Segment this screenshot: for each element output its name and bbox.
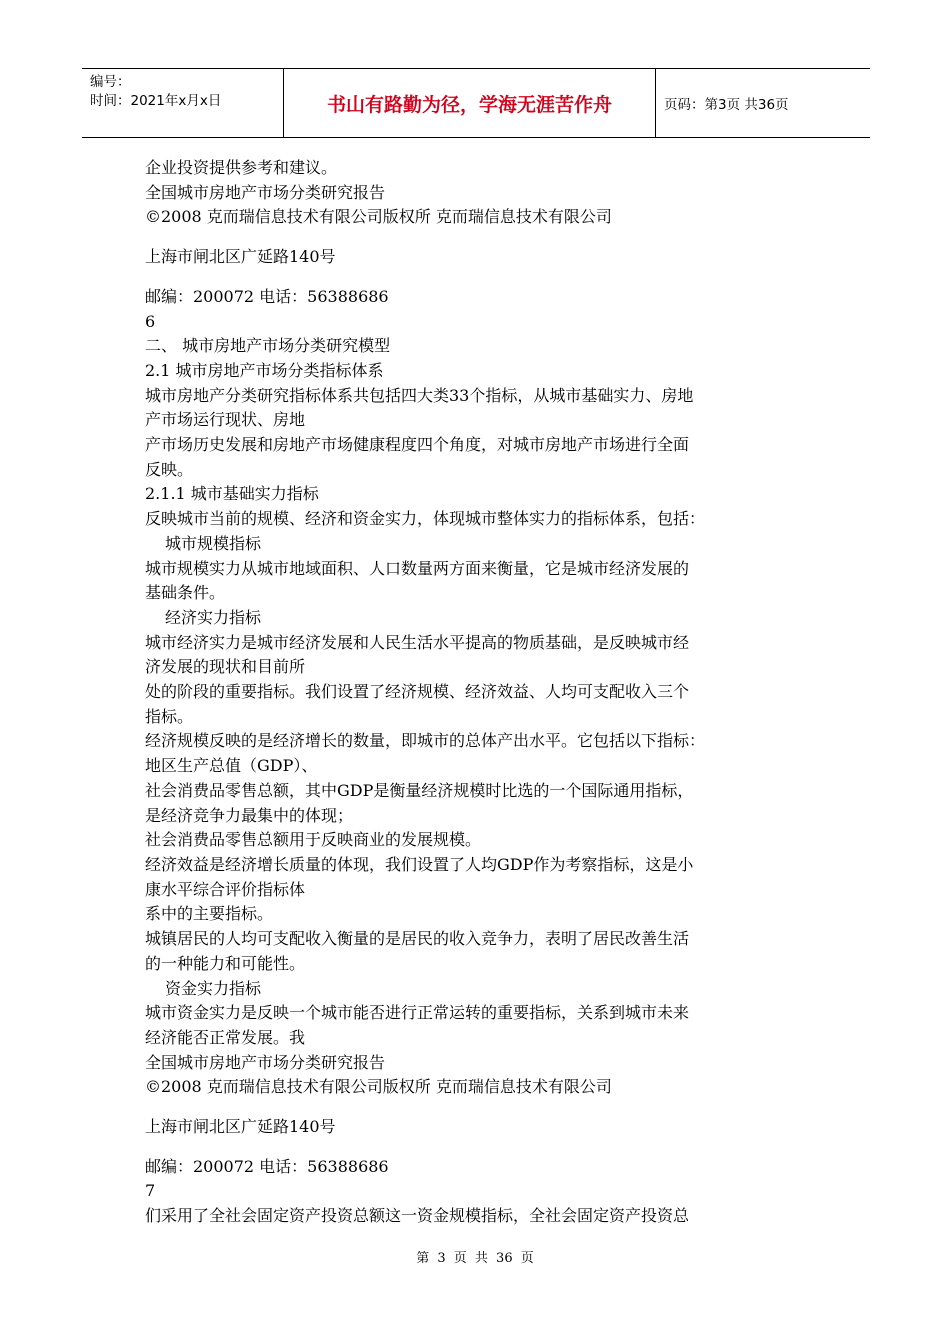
- text-line: 全国城市房地产市场分类研究报告: [145, 1052, 386, 1072]
- text-line: 是经济竞争力最集中的体现；: [145, 805, 354, 825]
- text-line: 反映。: [145, 459, 194, 479]
- text-line: 产市场历史发展和房地产市场健康程度四个角度，对城市房地产市场进行全面: [145, 435, 690, 455]
- text-line: 城市规模实力从城市地域面积、人口数量两方面来衡量，它是城市经济发展的: [145, 558, 690, 578]
- text-line: 城镇居民的人均可支配收入衡量的是居民的收入竞争力，表明了居民改善生活: [145, 929, 690, 949]
- text-line: 济发展的现状和目前所: [145, 657, 306, 677]
- text-line: 城市规模指标: [165, 533, 262, 553]
- paragraph-gap: [145, 1140, 815, 1155]
- page-header: [82, 68, 870, 138]
- header-meta: [82, 69, 283, 137]
- paragraph-gap: [145, 1100, 815, 1115]
- text-line: 邮编：200072 电话：56388686: [145, 286, 389, 306]
- text-line: 二、 城市房地产市场分类研究模型: [145, 336, 391, 356]
- text-line: 康水平综合评价指标体: [145, 879, 306, 899]
- paragraph-gap: [145, 230, 815, 245]
- number-label: 编号：: [90, 74, 131, 90]
- text-line: 系中的主要指标。: [145, 904, 274, 924]
- text-line: 产市场运行现状、房地: [145, 410, 306, 430]
- text-line: 7: [145, 1181, 156, 1201]
- text-line: ©2008 克而瑞信息技术有限公司版权所 克而瑞信息技术有限公司: [145, 1077, 612, 1097]
- page-footer: 第 3 页 共 36 页: [416, 1251, 534, 1266]
- paragraph-gap: [145, 270, 815, 285]
- text-line: 城市资金实力是反映一个城市能否进行正常运转的重要指标，关系到城市未来: [145, 1003, 690, 1023]
- document-body: [145, 156, 815, 1229]
- text-line: 经济规模反映的是经济增长的数量，即城市的总体产出水平。它包括以下指标：: [145, 731, 706, 751]
- text-line: 2.1 城市房地产市场分类指标体系: [145, 360, 384, 380]
- text-line: 邮编：200072 电话：56388686: [145, 1156, 389, 1176]
- text-line: 社会消费品零售总额用于反映商业的发展规模。: [145, 830, 482, 850]
- text-line: 反映城市当前的规模、经济和资金实力，体现城市整体实力的指标体系，包括：: [145, 509, 706, 529]
- text-line: 6: [145, 311, 156, 331]
- text-line: 基础条件。: [145, 583, 226, 603]
- text-line: 社会消费品零售总额，其中GDP是衡量经济规模时比选的一个国际通用指标，: [145, 780, 694, 800]
- text-line: 上海市闸北区广延路140号: [145, 1117, 336, 1137]
- text-line: 经济效益是经济增长质量的体现，我们设置了人均GDP作为考察指标，这是小: [145, 854, 694, 874]
- text-line: 资金实力指标: [165, 978, 262, 998]
- time-label: 时间：2021年x月x日: [90, 93, 222, 109]
- text-line: 城市房地产分类研究指标体系共包括四大类33个指标，从城市基础实力、房地: [145, 385, 694, 405]
- text-line: 处的阶段的重要指标。我们设置了经济规模、经济效益、人均可支配收入三个: [145, 682, 690, 702]
- header-page-info: 页码：第3页 共36页: [664, 97, 789, 113]
- text-line: 们采用了全社会固定资产投资总额这一资金规模指标，全社会固定资产投资总: [145, 1206, 690, 1226]
- text-line: 经济能否正常发展。我: [145, 1027, 306, 1047]
- text-line: 全国城市房地产市场分类研究报告: [145, 182, 386, 202]
- text-line: 2.1.1 城市基础实力指标: [145, 484, 319, 504]
- text-line: 上海市闸北区广延路140号: [145, 247, 336, 267]
- text-line: 的一种能力和可能性。: [145, 953, 306, 973]
- text-line: 指标。: [145, 706, 194, 726]
- text-line: 企业投资提供参考和建议。: [145, 158, 338, 177]
- text-line: 城市经济实力是城市经济发展和人民生活水平提高的物质基础，是反映城市经: [145, 632, 690, 652]
- text-line: 地区生产总值（GDP）、: [145, 756, 318, 776]
- text-line: 经济实力指标: [165, 607, 262, 627]
- text-line: ©2008 克而瑞信息技术有限公司版权所 克而瑞信息技术有限公司: [145, 207, 612, 227]
- header-slogan: 书山有路勤为径，学海无涯苦作舟: [283, 69, 656, 137]
